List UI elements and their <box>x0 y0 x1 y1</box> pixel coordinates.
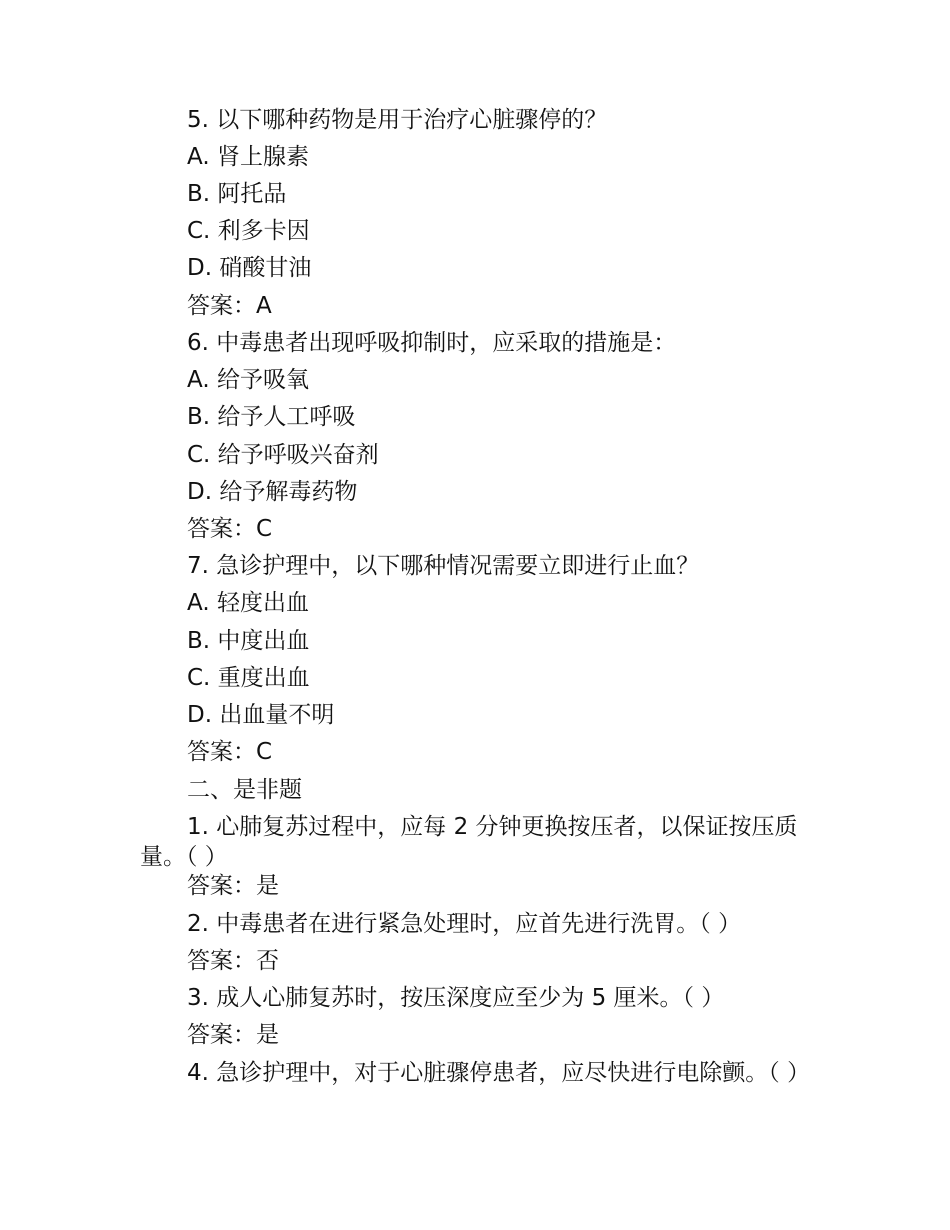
tf-answer-2: 答案：否 <box>187 948 279 974</box>
q5-option-b: B. 阿托品 <box>187 181 287 207</box>
q5-answer: 答案：A <box>187 293 272 319</box>
tf-answer-1: 答案：是 <box>187 873 279 899</box>
q7-option-c: C. 重度出血 <box>187 665 310 691</box>
q6-option-b: B. 给予人工呼吸 <box>187 404 356 430</box>
q5-option-d: D. 硝酸甘油 <box>187 255 312 281</box>
tf-question-3: 3. 成人心肺复苏时，按压深度应至少为 5 厘米。（ ） <box>187 985 725 1011</box>
question-5: 5. 以下哪种药物是用于治疗心脏骤停的？ <box>187 107 608 133</box>
tf-question-4: 4. 急诊护理中，对于心脏骤停患者，应尽快进行电除颤。（ ） <box>187 1060 811 1086</box>
q5-option-a: A. 肾上腺素 <box>187 144 309 170</box>
tf-question-1: 1. 心肺复苏过程中，应每 2 分钟更换按压者，以保证按压质量。（ ） <box>140 814 798 870</box>
tf-question-2: 2. 中毒患者在进行紧急处理时，应首先进行洗胃。（ ） <box>187 911 742 937</box>
q6-option-d: D. 给予解毒药物 <box>187 479 358 505</box>
question-7: 7. 急诊护理中，以下哪种情况需要立即进行止血？ <box>187 553 700 579</box>
q7-answer: 答案：C <box>187 739 273 765</box>
q7-option-d: D. 出血量不明 <box>187 702 335 728</box>
q7-option-a: A. 轻度出血 <box>187 590 309 616</box>
question-6: 6. 中毒患者出现呼吸抑制时，应采取的措施是： <box>187 330 677 356</box>
q6-answer: 答案：C <box>187 516 273 542</box>
tf-answer-3: 答案：是 <box>187 1022 279 1048</box>
q7-option-b: B. 中度出血 <box>187 628 310 654</box>
q6-option-a: A. 给予吸氧 <box>187 367 309 393</box>
section-heading: 二、是非题 <box>187 777 302 803</box>
q6-option-c: C. 给予呼吸兴奋剂 <box>187 442 379 468</box>
q5-option-c: C. 利多卡因 <box>187 218 310 244</box>
